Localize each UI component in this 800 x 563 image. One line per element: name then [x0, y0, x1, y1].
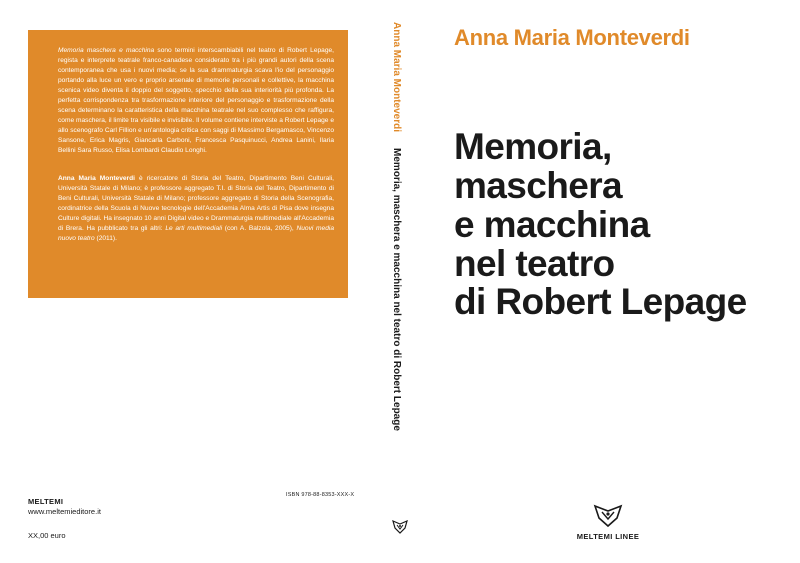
title-line: maschera [454, 164, 622, 206]
front-publisher-name: MELTEMI LINEE [576, 532, 640, 541]
book-summary [58, 46, 334, 156]
bio-text-1: è ricercatore di Storia del Teatro, Dipartimento Beni Culturali, Università Statale di Milano; è professore aggregato T.I. di Storia del Teatro, Dipartimento di Beni Culturali, Università Statale di Milano; professore aggregato di Storia della Scenografia, cordinatrice della Scuola di Nuove tecnologie dell'Accademia Alma Artis di Pisa dove insegna Culture digitali. Ha insegnato 10 anni Digital video e Drammaturgia multimediale all'Accademia di Brera. Ha pubblicato tra gli altri: [58, 175, 335, 233]
title-line: nel teatro [454, 242, 615, 284]
publisher-website: www.meltemieditore.it [28, 507, 101, 516]
meltemi-logo-icon [392, 520, 408, 539]
spine-title: Memoria, maschera e macchina nel teatro di Robert Lepage [391, 148, 402, 431]
meltemi-logo-icon [593, 504, 623, 533]
bio-author-name: Anna Maria Monteverdi [58, 175, 135, 183]
spine-text [389, 22, 407, 431]
title-line: e macchina [454, 203, 650, 245]
bio-book-1: Le arti multimediali [165, 225, 223, 233]
book-spine [377, 22, 417, 462]
back-publisher-name: MELTEMI [28, 497, 64, 506]
author-bio [58, 174, 334, 244]
bio-book-2: Nuovi media nuovo teatro [58, 225, 334, 243]
bio-text-2: (con A. Balzola, 2005), [222, 225, 297, 233]
title-line: di Robert Lepage [454, 281, 747, 323]
title-line: Memoria, [454, 126, 612, 167]
front-author: Anna Maria Monteverdi [454, 25, 690, 50]
spine-author: Anna Maria Monteverdi [391, 22, 402, 133]
bio-text-3: (2011). [94, 235, 117, 243]
book-title [454, 128, 774, 322]
summary-lead: Memoria maschera e macchina [58, 47, 155, 54]
back-cover-text-panel [28, 30, 348, 298]
isbn-label: ISBN 978-88-8353-XXX-X [286, 492, 355, 498]
price-label: XX,00 euro [28, 531, 66, 540]
summary-text: sono termini interscambiabili nel teatro di Robert Lepage, regista e interprete teatrale franco-canadese considerato tra i più grandi autori della scena contemporanea che usa i nuovi media; se la sua drammaturgia scava l'io del personaggio portando alla luce un vero e proprio arsenale di memorie personali e collettive, la macchina scenica video diventa il doppio del soggetto, specchio della sua interiorità più profonda. La perfetta corrispondenza tra trasformazione interiore del personaggio e trasformazione della scena determinano la caratteristica della macchina teatrale nel suo complesso che raffigura, come maschera, il limite tra visibile e invisibile. Il volume contiene interviste a Robert Lepage e allo scenografo Carl Fillion e un'antologia critica con saggi di Massimo Bergamasco, Vincenzo Sansone, Erica Magris, Giancarla Carboni, Francesca Pasquinucci, Andrea Lanini, Ilaria Bellini Sara Russo, Elisa Lombardi Claudio Longhi. [58, 47, 334, 155]
